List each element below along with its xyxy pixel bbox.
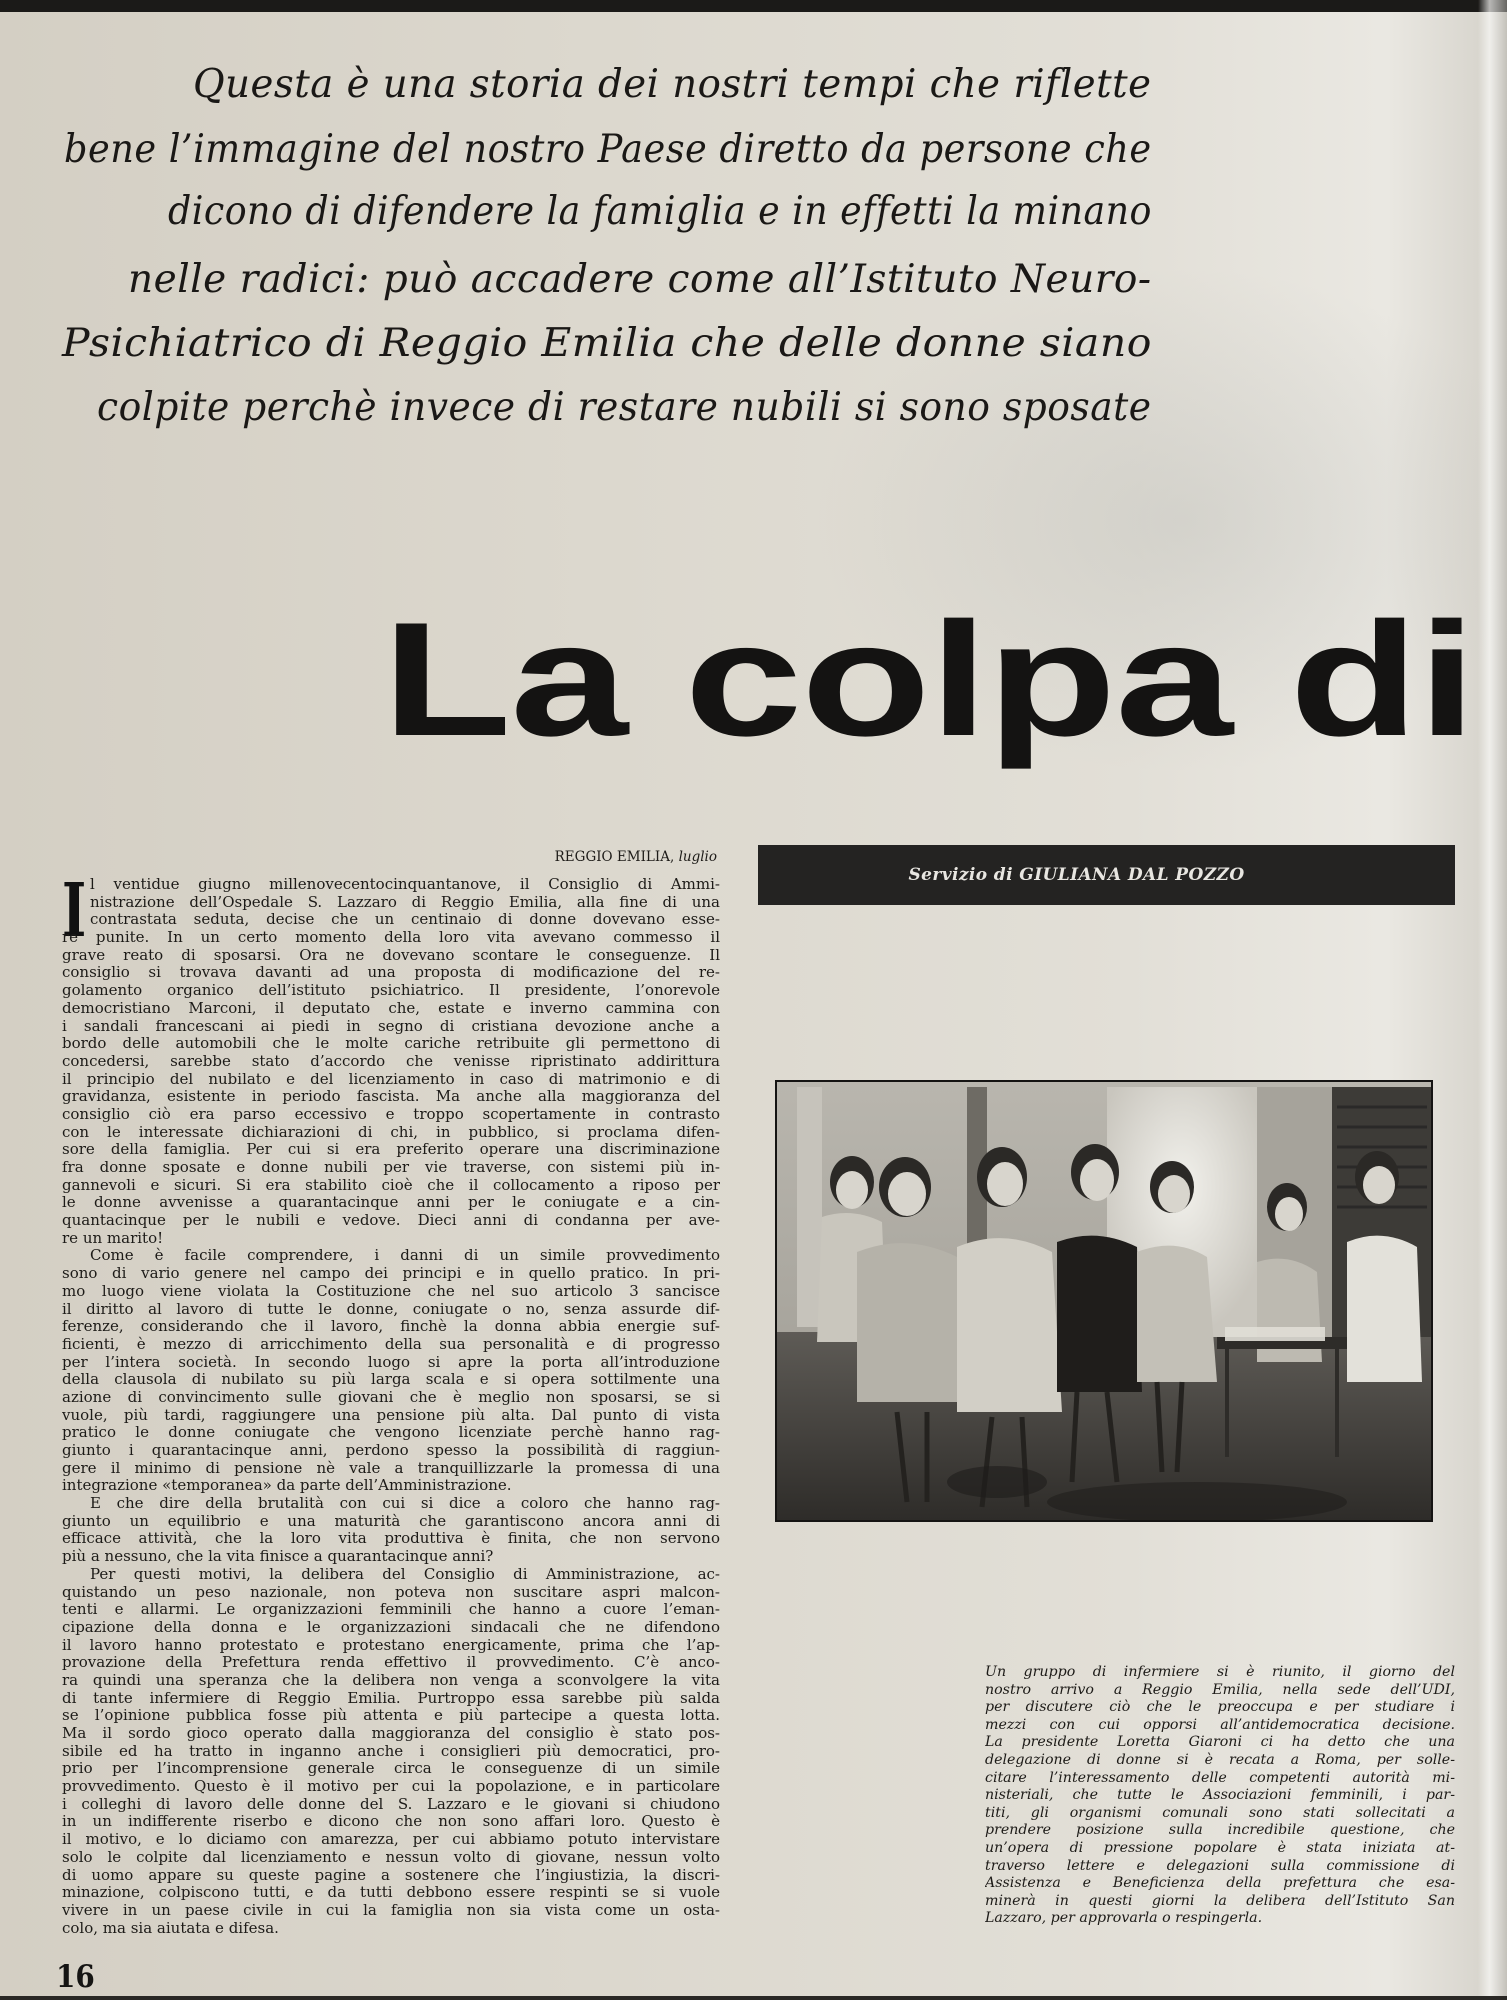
article-line: ra quindi una speranza che la delibera non venga a sconvolgere la vita [62, 1671, 720, 1689]
article-line: efficace attività, che la loro vita produttiva è finita, che non servono [62, 1530, 720, 1548]
caption-line: Un gruppo di infermiere si è riunito, il giorno del [985, 1664, 1455, 1680]
byline: Servizio di GIULIANA DAL POZZO [908, 865, 1245, 885]
article-line: il principio del nubilato e del licenziamento in caso di matrimonio e di [62, 1070, 720, 1088]
caption-line: per discutere ciò che le preoccupa e per studiare i [985, 1699, 1455, 1716]
caption-line: prendere posizione sulla incredibile questione, che [985, 1822, 1455, 1839]
page-fold-edge [1478, 0, 1507, 2000]
article-line: consiglio ciò era parso eccessivo e troppo scopertamente in contrasto [62, 1105, 720, 1123]
article-line: cipazione della donna e le organizzazioni sindacali che ne difendono [62, 1618, 720, 1636]
article-line: quantacinque per le nubili e vedove. Dieci anni di condanna per ave- [62, 1212, 720, 1230]
page-number: 16 [56, 1959, 95, 1995]
article-line: i colleghi di lavoro delle donne del S. Lazzaro e le giovani si chiudono [62, 1795, 720, 1813]
drop-cap: I [62, 868, 87, 954]
caption-line: Lazzaro, per approvarla o respingerla. [985, 1910, 1263, 1927]
article-line: Come è facile comprendere, i danni di un simile provvedimento [90, 1247, 720, 1265]
article-line: più a nessuno, che la vita finisce a quarantacinque anni? [62, 1548, 494, 1566]
article-line: pratico le donne coniugate che vengono licenziate perchè hanno rag- [62, 1424, 720, 1442]
article-line: re punite. In un certo momento della loro vita avevano commesso il [62, 929, 720, 947]
article-line: se l’opinione pubblica fosse più attenta e più partecipe a questa lotta. [62, 1707, 720, 1725]
article-line: mo luogo viene violata la Costituzione che nel suo articolo 3 sancisce [62, 1282, 720, 1300]
article-line: democristiano Marconi, il deputato che, estate e inverno cammina con [62, 999, 720, 1017]
dateline [460, 849, 717, 865]
caption-line: minerà in questi giorni la delibera dell’Istituto San [985, 1892, 1455, 1909]
intro-line: Questa è una storia dei nostri tempi che riflette [193, 62, 1152, 107]
caption-line: Assistenza e Beneficienza della prefettura che esa- [985, 1875, 1455, 1892]
article-line: gravidanza, esistente in periodo fascista. Ma anche alla maggioranza del [62, 1088, 720, 1106]
intro-line: nelle radici: può accadere come all’Istituto Neuro- [128, 257, 1152, 302]
article-line: di tante infermiere di Reggio Emilia. Purtroppo essa sarebbe più salda [62, 1689, 720, 1707]
article-line: grave reato di sposarsi. Ora ne dovevano scontare le conseguenze. Il [62, 946, 720, 964]
article-line: provvedimento. Questo è il motivo per cui la popolazione, e in particolare [62, 1778, 720, 1796]
article-line: della clausola di nubilato su più larga scala e si opera sottilmente una [62, 1371, 720, 1389]
dateline-month: luglio [678, 849, 717, 865]
article-line: consiglio si trovava davanti ad una proposta di modificazione del re- [62, 964, 720, 982]
page-bottom-edge [0, 1996, 1507, 2000]
caption-line: nisteriali, che tutte le Associazioni femminili, i par- [985, 1787, 1455, 1804]
article-line: gannevoli e sicuri. Si era stabilito cioè che il collocamento a riposo per [62, 1176, 720, 1194]
byline-bar [758, 845, 1455, 905]
photo-caption [985, 1664, 1455, 1928]
article-line: nistrazione dell’Ospedale S. Lazzaro di Reggio Emilia, alla fine di una [90, 893, 720, 911]
article-line: re un marito! [62, 1229, 164, 1247]
article-line: tenti e allarmi. Le organizzazioni femminili che hanno a cuore l’eman- [62, 1601, 720, 1619]
article-line: sibile ed ha tratto in inganno anche i consiglieri più democratici, pro- [62, 1742, 720, 1760]
article-line: di uomo appare su queste pagine a sostenere che l’ingiustizia, la discri- [62, 1866, 720, 1884]
article-line: con le interessate dichiarazioni di chi, in pubblico, si proclama difen- [62, 1123, 720, 1141]
intro-line: Psichiatrico di Reggio Emilia che delle donne siano [62, 321, 1152, 366]
article-line: quistando un peso nazionale, non poteva non suscitare aspri malcon- [62, 1583, 720, 1601]
article-line: le donne avvenisse a quarantacinque anni per le coniugate e a cin- [62, 1194, 720, 1212]
intro-line: bene l’immagine del nostro Paese diretto da persone che [64, 127, 1152, 172]
article-line: vivere in un paese civile in cui la famiglia non sia vista come un osta- [62, 1901, 720, 1919]
article-line: bordo delle automobili che le molte cariche retribuite gli permettono di [62, 1035, 720, 1053]
article-line: E che dire della brutalità con cui si dice a coloro che hanno rag- [90, 1495, 720, 1513]
caption-line: mezzi con cui opporsi all’antidemocratica decisione. [985, 1716, 1455, 1733]
intro-line: colpite perchè invece di restare nubili si sono sposate [97, 385, 1152, 430]
page-top-edge [0, 0, 1507, 12]
article-line: ferenze, considerando che il lavoro, finchè la donna abbia energie suf- [62, 1318, 720, 1336]
article-line: concedersi, sarebbe stato d’accordo che venisse ripristinato addirittura [62, 1052, 720, 1070]
article-line: solo le colpite dal licenziamento e nessun volto di giovane, nessun volto [62, 1848, 720, 1866]
article-line: provazione della Prefettura renda effettivo il provvedimento. C’è anco- [62, 1654, 720, 1672]
article-line: il motivo, e lo diciamo con amarezza, per cui abbiamo potuto intervistare [62, 1831, 720, 1849]
article-line: sono di vario genere nel campo dei principi e in quello pratico. In pri- [62, 1265, 720, 1283]
dateline-place: REGGIO EMILIA, [554, 849, 675, 865]
article-line: Per questi motivi, la delibera del Consiglio di Amministrazione, ac- [90, 1565, 720, 1583]
article-line: fra donne sposate e donne nubili per vie traverse, con sistemi più in- [62, 1159, 720, 1176]
article-line: il lavoro hanno protestato e protestano energicamente, prima che l’ap- [62, 1636, 720, 1654]
article-line: minazione, colpiscono tutti, e da tutti debbono essere respinti se si vuole [62, 1884, 720, 1902]
article-line: integrazione «temporanea» da parte dell’Amministrazione. [62, 1477, 512, 1495]
photo-image [777, 1082, 1431, 1520]
article-line: colo, ma sia aiutata e difesa. [62, 1919, 279, 1937]
caption-line: titi, gli organismi comunali sono stati sollecitati a [985, 1804, 1455, 1821]
photo-nurses-meeting [775, 1080, 1433, 1522]
headline: La colpa di [382, 589, 1476, 770]
caption-line: La presidente Loretta Giaroni ci ha detto che una [985, 1734, 1455, 1751]
article-line: Ma il sordo gioco operato dalla maggioranza del consiglio è stato pos- [62, 1725, 720, 1742]
article-line: golamento organico dell’istituto psichiatrico. Il presidente, l’onorevole [62, 982, 720, 1000]
article-line: in un indifferente riserbo e dicono che non sono affari loro. Questo è [62, 1813, 720, 1831]
caption-line: citare l’interessamento delle competenti autorità mi- [985, 1769, 1455, 1786]
caption-line: traverso lettere e delegazioni sulla commissione di [985, 1857, 1455, 1874]
article-line: prio per l’incomprensione generale circa le conseguenze di un simile [62, 1760, 720, 1778]
article-line: giunto un equilibrio e una maturità che garantiscono ancora anni di [62, 1512, 720, 1530]
article-line: per l’intera società. In secondo luogo si apre la porta all’introduzione [62, 1353, 720, 1371]
caption-line: un’opera di pressione popolare è stata iniziata at- [985, 1839, 1455, 1856]
caption-line: delegazione di donne si è recata a Roma, per solle- [985, 1751, 1455, 1768]
caption-line: nostro arrivo a Reggio Emilia, nella sede dell’UDI, [985, 1681, 1455, 1698]
article-line: il diritto al lavoro di tutte le donne, coniugate o no, senza assurde dif- [62, 1300, 720, 1318]
article-line: contrastata seduta, decise che un centinaio di donne dovevano esse- [90, 911, 720, 929]
article-line: ficienti, è mezzo di arricchimento della sua personalità e di progresso [62, 1335, 720, 1353]
article-line: giunto i quarantacinque anni, perdono spesso la possibilità di raggiun- [62, 1442, 720, 1459]
article-line: l ventidue giugno millenovecentocinquantanove, il Consiglio di Ammi- [90, 876, 720, 893]
intro-line: dicono di difendere la famiglia e in effetti la minano [168, 189, 1152, 234]
article-line: azione di convincimento sulle giovani che è meglio non sposarsi, se si [62, 1388, 720, 1406]
article-body [62, 868, 720, 1937]
article-line: vuole, più tardi, raggiungere una pensione più alta. Dal punto di vista [62, 1406, 720, 1424]
article-line: gere il minimo di pensione nè vale a tranquillizzarle la promessa di una [62, 1459, 720, 1477]
article-line: sore della famiglia. Per cui si era preferito operare una discriminazione [62, 1141, 720, 1159]
article-line: i sandali francescani ai piedi in segno di cristiana devozione anche a [62, 1017, 720, 1035]
